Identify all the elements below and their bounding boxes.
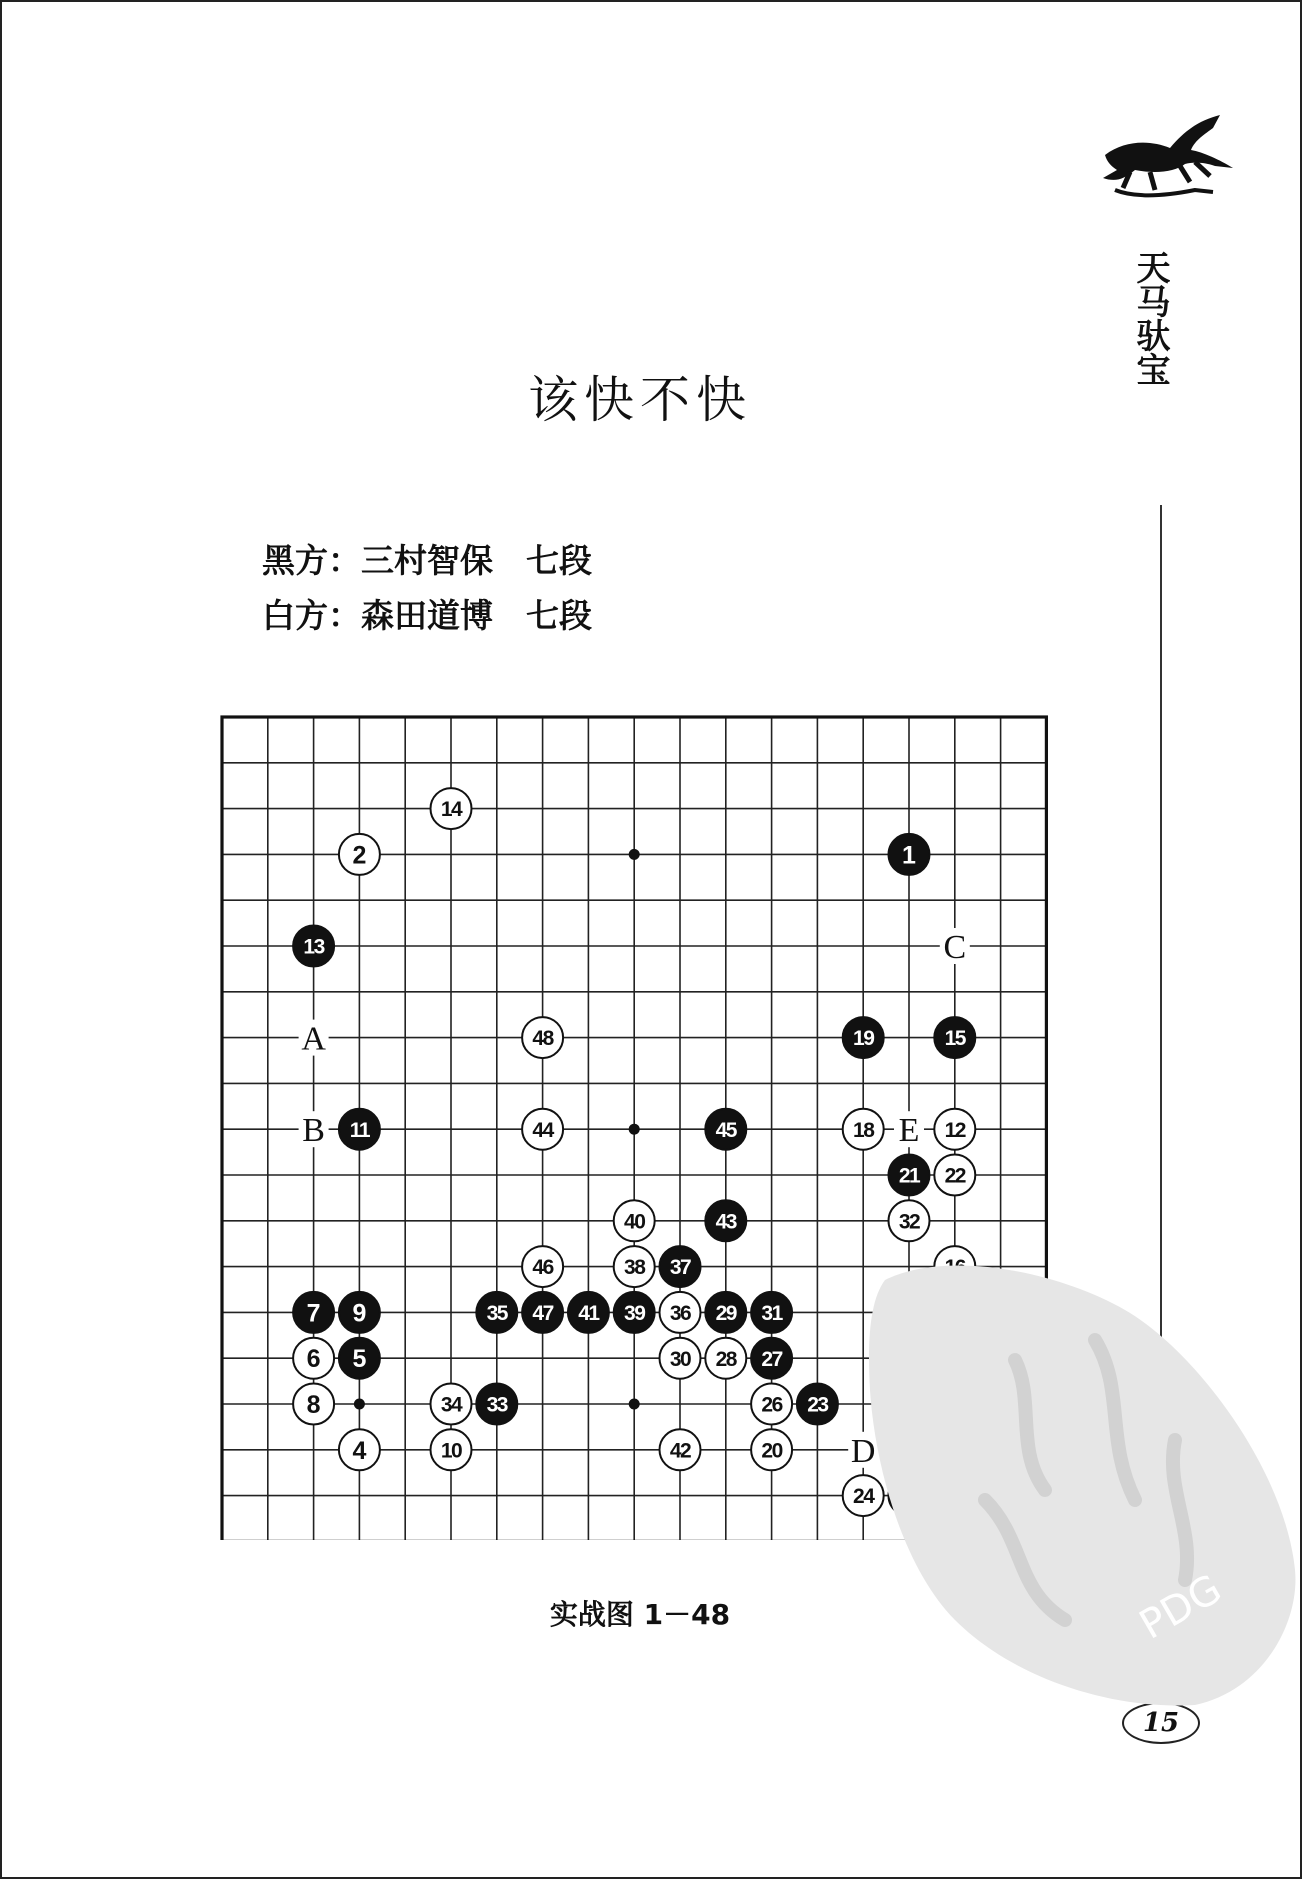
svg-text:21: 21 — [898, 1164, 920, 1188]
white-stone-30 — [660, 1338, 701, 1379]
svg-text:32: 32 — [898, 1210, 920, 1234]
white-player: 白方：森田道博 七段 — [262, 596, 592, 635]
black-stone-29 — [705, 1292, 746, 1333]
svg-text:12: 12 — [944, 1118, 965, 1142]
svg-text:24: 24 — [853, 1485, 874, 1509]
black-stone-15 — [934, 1017, 975, 1058]
black-stone-41 — [568, 1292, 609, 1333]
white-stone-14 — [431, 788, 472, 829]
diagram-caption: 实战图 1－48 — [549, 1598, 731, 1631]
white-stone-36 — [660, 1292, 701, 1333]
svg-text:19: 19 — [853, 1027, 874, 1051]
page-title: 该快不快 — [528, 371, 752, 429]
white-stone-42 — [660, 1429, 701, 1470]
white-stone-32 — [889, 1200, 930, 1241]
black-player: 黑方：三村智保 七段 — [262, 541, 592, 580]
svg-text:7: 7 — [306, 1299, 321, 1328]
svg-text:45: 45 — [715, 1118, 736, 1142]
star-point — [354, 1399, 365, 1410]
white-stone-2 — [339, 834, 380, 875]
white-stone-48 — [522, 1017, 563, 1058]
black-stone-1 — [889, 834, 930, 875]
black-stone-35 — [476, 1292, 517, 1333]
white-stone-44 — [522, 1109, 563, 1150]
white-stone-6 — [293, 1338, 334, 1379]
page-number: 15 — [1122, 1702, 1200, 1744]
svg-text:18: 18 — [853, 1118, 874, 1142]
white-stone-34 — [431, 1384, 472, 1425]
svg-text:D: D — [850, 1432, 876, 1470]
svg-text:26: 26 — [761, 1393, 782, 1417]
white-stone-8 — [293, 1384, 334, 1425]
svg-text:40: 40 — [624, 1210, 645, 1234]
svg-text:41: 41 — [578, 1301, 599, 1325]
black-stone-11 — [339, 1109, 380, 1150]
white-stone-4 — [339, 1429, 380, 1470]
svg-text:37: 37 — [669, 1256, 691, 1280]
black-stone-19 — [843, 1017, 884, 1058]
svg-text:14: 14 — [440, 798, 462, 822]
svg-text:47: 47 — [532, 1301, 553, 1325]
black-stone-37 — [660, 1246, 701, 1287]
black-stone-23 — [797, 1384, 838, 1425]
star-point — [629, 1399, 640, 1410]
svg-text:23: 23 — [807, 1393, 828, 1417]
svg-text:E: E — [898, 1112, 920, 1150]
position-marker-b — [299, 1111, 329, 1149]
svg-text:39: 39 — [624, 1301, 645, 1325]
svg-text:9: 9 — [352, 1299, 367, 1328]
svg-text:8: 8 — [306, 1391, 321, 1419]
svg-text:10: 10 — [440, 1439, 462, 1463]
white-stone-12 — [934, 1109, 975, 1150]
horse-logo — [1095, 110, 1235, 210]
black-stone-7 — [293, 1292, 334, 1333]
black-stone-47 — [522, 1292, 563, 1333]
white-stone-46 — [522, 1246, 563, 1287]
position-marker-e — [894, 1111, 924, 1149]
svg-text:A: A — [301, 1020, 326, 1058]
svg-text:29: 29 — [715, 1301, 736, 1325]
svg-text:38: 38 — [624, 1256, 645, 1280]
watermark-text: PDG — [1132, 1565, 1230, 1649]
watermark-seal — [865, 1240, 1300, 1710]
svg-text:42: 42 — [669, 1439, 691, 1463]
position-marker-a — [299, 1020, 329, 1058]
svg-text:2: 2 — [352, 841, 367, 870]
black-stone-33 — [476, 1384, 517, 1425]
black-stone-43 — [705, 1200, 746, 1241]
svg-text:36: 36 — [669, 1301, 691, 1325]
svg-text:20: 20 — [761, 1439, 782, 1463]
svg-text:35: 35 — [486, 1301, 507, 1325]
white-stone-18 — [843, 1109, 884, 1150]
svg-text:27: 27 — [761, 1347, 782, 1371]
position-marker-c — [940, 928, 970, 966]
svg-text:15: 15 — [944, 1027, 965, 1051]
svg-text:5: 5 — [352, 1345, 367, 1374]
svg-text:43: 43 — [715, 1210, 736, 1234]
white-stone-20 — [751, 1429, 792, 1470]
svg-text:34: 34 — [440, 1393, 462, 1417]
white-stone-40 — [614, 1200, 655, 1241]
svg-text:31: 31 — [761, 1301, 782, 1325]
black-stone-31 — [751, 1292, 792, 1333]
white-stone-22 — [934, 1155, 975, 1196]
svg-text:11: 11 — [349, 1118, 370, 1142]
svg-text:B: B — [302, 1112, 325, 1150]
white-stone-26 — [751, 1384, 792, 1425]
svg-text:44: 44 — [532, 1118, 553, 1142]
black-stone-5 — [339, 1338, 380, 1379]
star-point — [629, 849, 640, 860]
black-stone-21 — [889, 1155, 930, 1196]
black-stone-9 — [339, 1292, 380, 1333]
svg-text:1: 1 — [902, 841, 916, 870]
white-stone-10 — [431, 1429, 472, 1470]
svg-text:13: 13 — [303, 935, 324, 959]
svg-text:4: 4 — [352, 1436, 367, 1465]
series-title: 天马驮宝 — [1130, 250, 1170, 386]
svg-text:30: 30 — [669, 1347, 691, 1371]
white-stone-28 — [705, 1338, 746, 1379]
white-stone-38 — [614, 1246, 655, 1287]
star-point — [629, 1124, 640, 1135]
black-stone-13 — [293, 926, 334, 967]
black-stone-45 — [705, 1109, 746, 1150]
svg-text:46: 46 — [532, 1256, 553, 1280]
svg-text:28: 28 — [715, 1347, 736, 1371]
svg-text:6: 6 — [306, 1345, 321, 1374]
black-stone-39 — [614, 1292, 655, 1333]
svg-text:33: 33 — [486, 1393, 507, 1417]
black-stone-27 — [751, 1338, 792, 1379]
svg-text:48: 48 — [532, 1027, 553, 1051]
svg-text:22: 22 — [944, 1164, 965, 1188]
svg-text:C: C — [943, 929, 967, 966]
